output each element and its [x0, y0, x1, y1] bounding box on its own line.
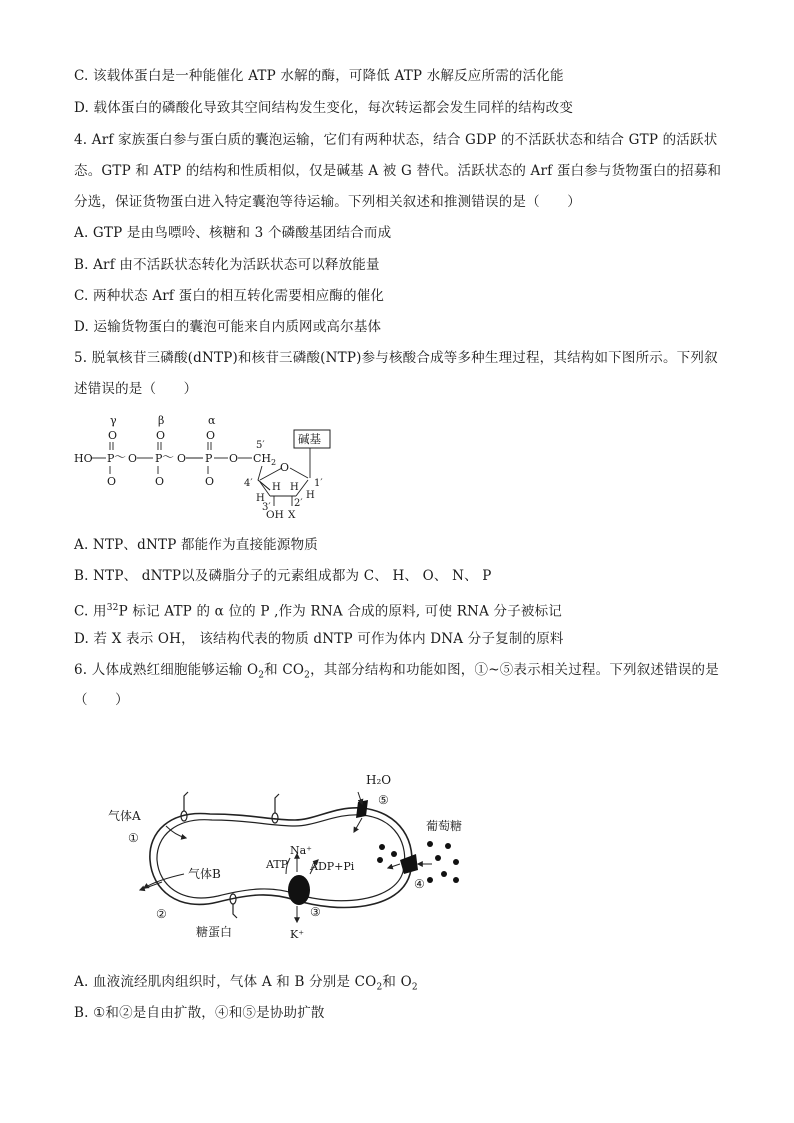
svg-text:H: H: [306, 490, 315, 501]
q4-option-c: C. 两种状态 Arf 蛋白的相互转化需要相应酶的催化: [74, 288, 385, 304]
svg-text:H: H: [256, 493, 265, 504]
ch2-group: $CH_2$: [253, 452, 277, 467]
process-2-label: ②: [156, 907, 167, 921]
sodium-potassium-pump: [288, 875, 310, 905]
rbc-figure: [100, 762, 480, 947]
process-1-label: ①: [128, 831, 139, 845]
svg-text:O: O: [229, 452, 239, 465]
x-group: X: [288, 509, 296, 521]
oh-group: OH: [266, 509, 284, 521]
q5-stem-line1: 5. 脱氧核苷三磷酸(dNTP)和核苷三磷酸(NTP)参与核酸合成等多种生理过程，其结构如下图所示。下列叙: [74, 350, 718, 366]
alpha-label: α: [208, 414, 216, 427]
q3-option-c: C. 该载体蛋白是一种能催化 ATP 水解的酶，可降低 ATP 水解反应所需的活化能: [74, 68, 564, 84]
glycoprotein-bottom: [230, 894, 237, 918]
svg-text:H: H: [290, 482, 299, 493]
svg-text:O: O: [156, 429, 166, 442]
svg-text:O: O: [155, 475, 165, 488]
svg-text:O: O: [205, 475, 215, 488]
svg-text:O: O: [206, 429, 216, 442]
phosphate-gamma: P: [107, 452, 115, 465]
ring-oxygen: O: [280, 461, 290, 474]
process-4-label: ④: [414, 877, 425, 891]
adp-pi-label: ADP+Pi: [310, 860, 355, 873]
q5-option-a: A. NTP、dNTP 都能作为直接能源物质: [74, 537, 318, 553]
beta-label: β: [158, 414, 165, 427]
svg-text:O: O: [177, 452, 187, 465]
svg-text:～: ～: [162, 450, 175, 464]
sodium-label: Na⁺: [290, 844, 312, 857]
q6-stem-line1: 6. 人体成熟红细胞能够运输 $O_2$和 $CO_2$，其部分结构和功能如图，①~⑤表示相关过程。下列叙述错误的是: [74, 662, 719, 681]
gamma-label: γ: [110, 414, 117, 427]
phosphate-alpha: P: [205, 452, 213, 465]
process-3-label: ③: [310, 905, 321, 919]
phosphate-beta: P: [155, 452, 163, 465]
svg-text:H: H: [272, 482, 281, 493]
potassium-label: K⁺: [290, 928, 305, 941]
water-label: H₂O: [366, 773, 392, 787]
carbon-1-label: 1′: [314, 478, 323, 489]
base-box-label: 碱基: [298, 432, 321, 446]
carbon-4-label: 4′: [244, 478, 253, 489]
q4-option-d: D. 运输货物蛋白的囊泡可能来自内质网或高尔基体: [74, 319, 382, 335]
svg-text:O: O: [108, 429, 118, 442]
q4-stem-line2: 态。GTP 和 ATP 的结构和性质相似，仅是碱基 A 被 G 替代。活跃状态的 Arf 蛋白参与货物蛋白的招募和: [74, 163, 722, 179]
carbon-5-label: 5′: [256, 440, 265, 451]
ho-group: HO: [74, 452, 93, 465]
q5-option-c: C. 用$^{32}$P 标记 ATP 的 α 位的 P ,作为 RNA 合成的原料, 可使 RNA 分子被标记: [74, 603, 563, 620]
q3-option-d: D. 载体蛋白的磷酸化导致其空间结构发生变化，每次转运都会发生同样的结构改变: [74, 100, 574, 116]
glycoprotein-label: 糖蛋白: [196, 925, 233, 939]
q6-option-a: A. 血液流经肌肉组织时，气体 A 和 B 分别是 $CO_2$和 $O_2$: [74, 974, 418, 993]
q6-option-b: B. ①和②是自由扩散，④和⑤是协助扩散: [74, 1005, 325, 1021]
q4-option-b: B. Arf 由不活跃状态转化为活跃状态可以释放能量: [74, 257, 380, 273]
q4-option-a: A. GTP 是由鸟嘌呤、核糖和 3 个磷酸基团结合而成: [74, 225, 392, 241]
q5-option-b: B. NTP、 dNTP以及磷脂分子的元素组成都为 C、 H、 O、 N、 P: [74, 568, 492, 584]
atp-label: ATP: [266, 858, 289, 871]
gas-a-label: 气体A: [108, 809, 141, 823]
gas-b-label: 气体B: [188, 867, 221, 881]
q5-option-d: D. 若 X 表示 OH， 该结构代表的物质 dNTP 可作为体内 DNA 分子复制的原料: [74, 631, 564, 647]
q6-stem-line2: （ ）: [74, 692, 129, 708]
ntp-structure-figure: [70, 408, 350, 526]
carbon-2-label: 2′: [294, 498, 303, 509]
q4-stem-line1: 4. Arf 家族蛋白参与蛋白质的囊泡运输，它们有两种状态，结合 GDP 的不活跃状态和结合 GTP 的活跃状: [74, 132, 718, 148]
svg-text:～: ～: [114, 450, 127, 464]
process-5-label: ⑤: [378, 793, 389, 807]
carbon-3-label: 3′: [262, 502, 271, 513]
q4-stem-line3: 分选，保证货物蛋白进入特定囊泡等待运输。下列相关叙述和推测错误的是（ ）: [74, 194, 581, 210]
glucose-label: 葡萄糖: [426, 819, 463, 833]
q5-stem-line2: 述错误的是（ ）: [74, 381, 198, 397]
svg-text:O: O: [128, 452, 138, 465]
svg-text:O: O: [107, 475, 117, 488]
